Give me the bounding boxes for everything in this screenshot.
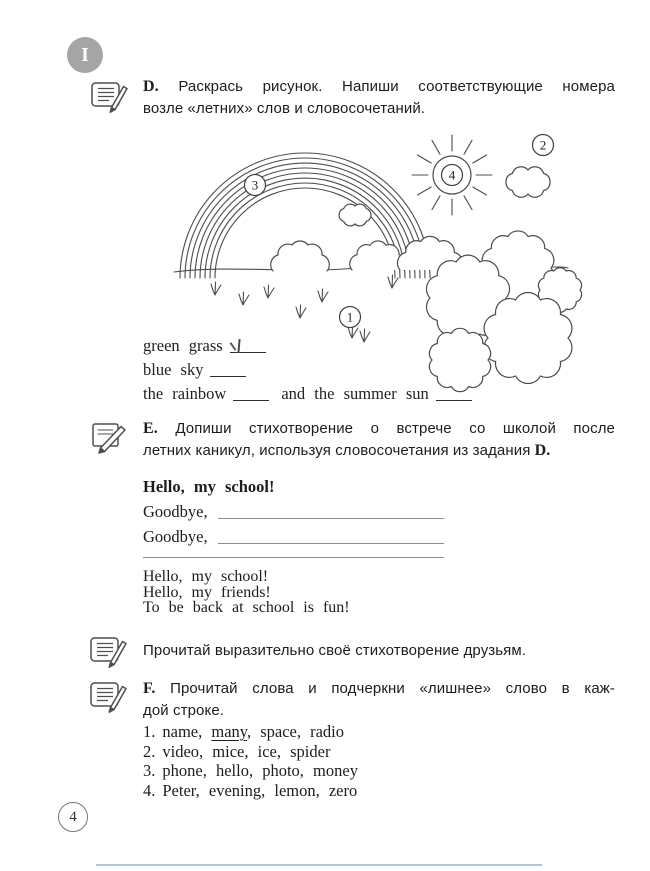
word: hello [215, 761, 249, 780]
pencil-mark [237, 339, 240, 353]
answer-blank[interactable] [210, 361, 246, 377]
poem-line-text: Goodbye, [143, 502, 208, 521]
word: zero [328, 780, 358, 800]
task-f-word-list [143, 722, 358, 800]
phrase-text: green grass [143, 336, 223, 355]
section-marker [67, 37, 103, 73]
sample-poem [143, 569, 350, 616]
section-marker-label: I [81, 43, 89, 66]
bush-drawing [271, 241, 330, 271]
word: lemon [274, 780, 316, 800]
answer-blank[interactable] [233, 385, 269, 401]
task-d-instruction [143, 76, 615, 119]
answer-line[interactable] [218, 543, 444, 544]
notebook-pencil-icon [89, 678, 129, 714]
page-number [58, 802, 88, 832]
instruction-line: D. Раскрась рисунок. Напиши соответствующие номера [143, 78, 615, 95]
task-reference-label: D. [530, 441, 551, 459]
page-number-label: 4 [69, 808, 77, 825]
instruction-line: возле «летних» слов и словосочетаний. [143, 99, 426, 117]
row-number: 3. [143, 761, 156, 780]
grass-tufts [211, 275, 398, 342]
word: photo [262, 761, 300, 780]
word: Peter [162, 780, 196, 800]
figure-number-2 [533, 135, 554, 156]
phrase-row [143, 382, 472, 406]
word: ice [257, 741, 277, 761]
answer-line[interactable] [218, 518, 444, 519]
row-number: 2. [143, 741, 156, 761]
phrase-text: blue sky [143, 360, 204, 379]
figure-number-2-label: 2 [539, 137, 547, 153]
figure-number-1-label: 1 [346, 309, 354, 325]
word: video [162, 741, 200, 761]
word-row: 3. phone, hello, photo, money [143, 761, 358, 780]
cloud-drawing [506, 167, 550, 197]
phrase-text: the rainbow [143, 384, 227, 403]
poem-line-text: Goodbye, [143, 527, 208, 546]
figure-number-4 [442, 165, 463, 186]
figure-number-1 [340, 307, 361, 328]
task-label: F. [143, 680, 156, 697]
figure-number-4-label: 4 [448, 167, 456, 183]
figure-number-3 [245, 175, 266, 196]
word: radio [310, 722, 345, 741]
instruction-line: летних каникул, используя словосочетания из задания D. [143, 441, 551, 459]
read-task-instruction [143, 640, 615, 662]
word-row: 4. Peter, evening, lemon, zero [143, 780, 358, 800]
task-d-phrases [143, 334, 472, 406]
poem-line [143, 502, 444, 522]
phrase-text: and the summer sun [281, 384, 429, 403]
task-label: D. [143, 78, 159, 95]
figure-number-3-label: 3 [251, 177, 259, 193]
instruction-line: F. Прочитай слова и подчеркни «лишнее» слово в каж- [143, 680, 615, 697]
word: name [162, 722, 199, 741]
task-e-instruction [143, 418, 615, 461]
answer-blank[interactable] [230, 337, 266, 353]
odd-word-underlined: many [211, 722, 247, 741]
instruction-line: дой строке. [143, 701, 225, 719]
instruction-line: Прочитай выразительно своё стихотворение друзьям. [143, 642, 527, 659]
word: money [313, 761, 358, 780]
writing-pencil-icon [90, 418, 130, 454]
small-cloud-drawing [339, 204, 371, 226]
word-row: 1. name, many, space, radio [143, 722, 345, 741]
notebook-pencil-icon [90, 78, 130, 114]
phrase-row [143, 334, 472, 358]
notebook-pencil-icon [89, 633, 129, 669]
row-number: 4. [143, 780, 156, 800]
phrase-row [143, 358, 472, 382]
poem-line [143, 527, 444, 547]
sample-poem-line: Hello, my friends! [143, 583, 271, 601]
instruction-line: E. Допиши стихотворение о встрече со школой после [143, 420, 615, 437]
answer-blank[interactable] [436, 385, 472, 401]
tree-bush-drawing [484, 292, 572, 383]
page-edge-line [96, 864, 542, 866]
sample-poem-line: Hello, my school! [143, 568, 269, 585]
poem-title: Hello, my school! [143, 477, 275, 496]
word-row: 2. video, mice, ice, spider [143, 741, 331, 761]
word: mice [212, 741, 245, 761]
task-f-instruction [143, 678, 615, 721]
word: spider [290, 741, 331, 761]
word: space [260, 722, 297, 741]
pencil-mark [229, 342, 235, 350]
word: phone [162, 761, 203, 780]
word: evening [208, 780, 262, 800]
answer-line[interactable] [143, 547, 444, 558]
row-number: 1. [143, 722, 156, 741]
sample-poem-line: To be back at school is fun! [143, 599, 350, 616]
task-label: E. [143, 420, 158, 437]
